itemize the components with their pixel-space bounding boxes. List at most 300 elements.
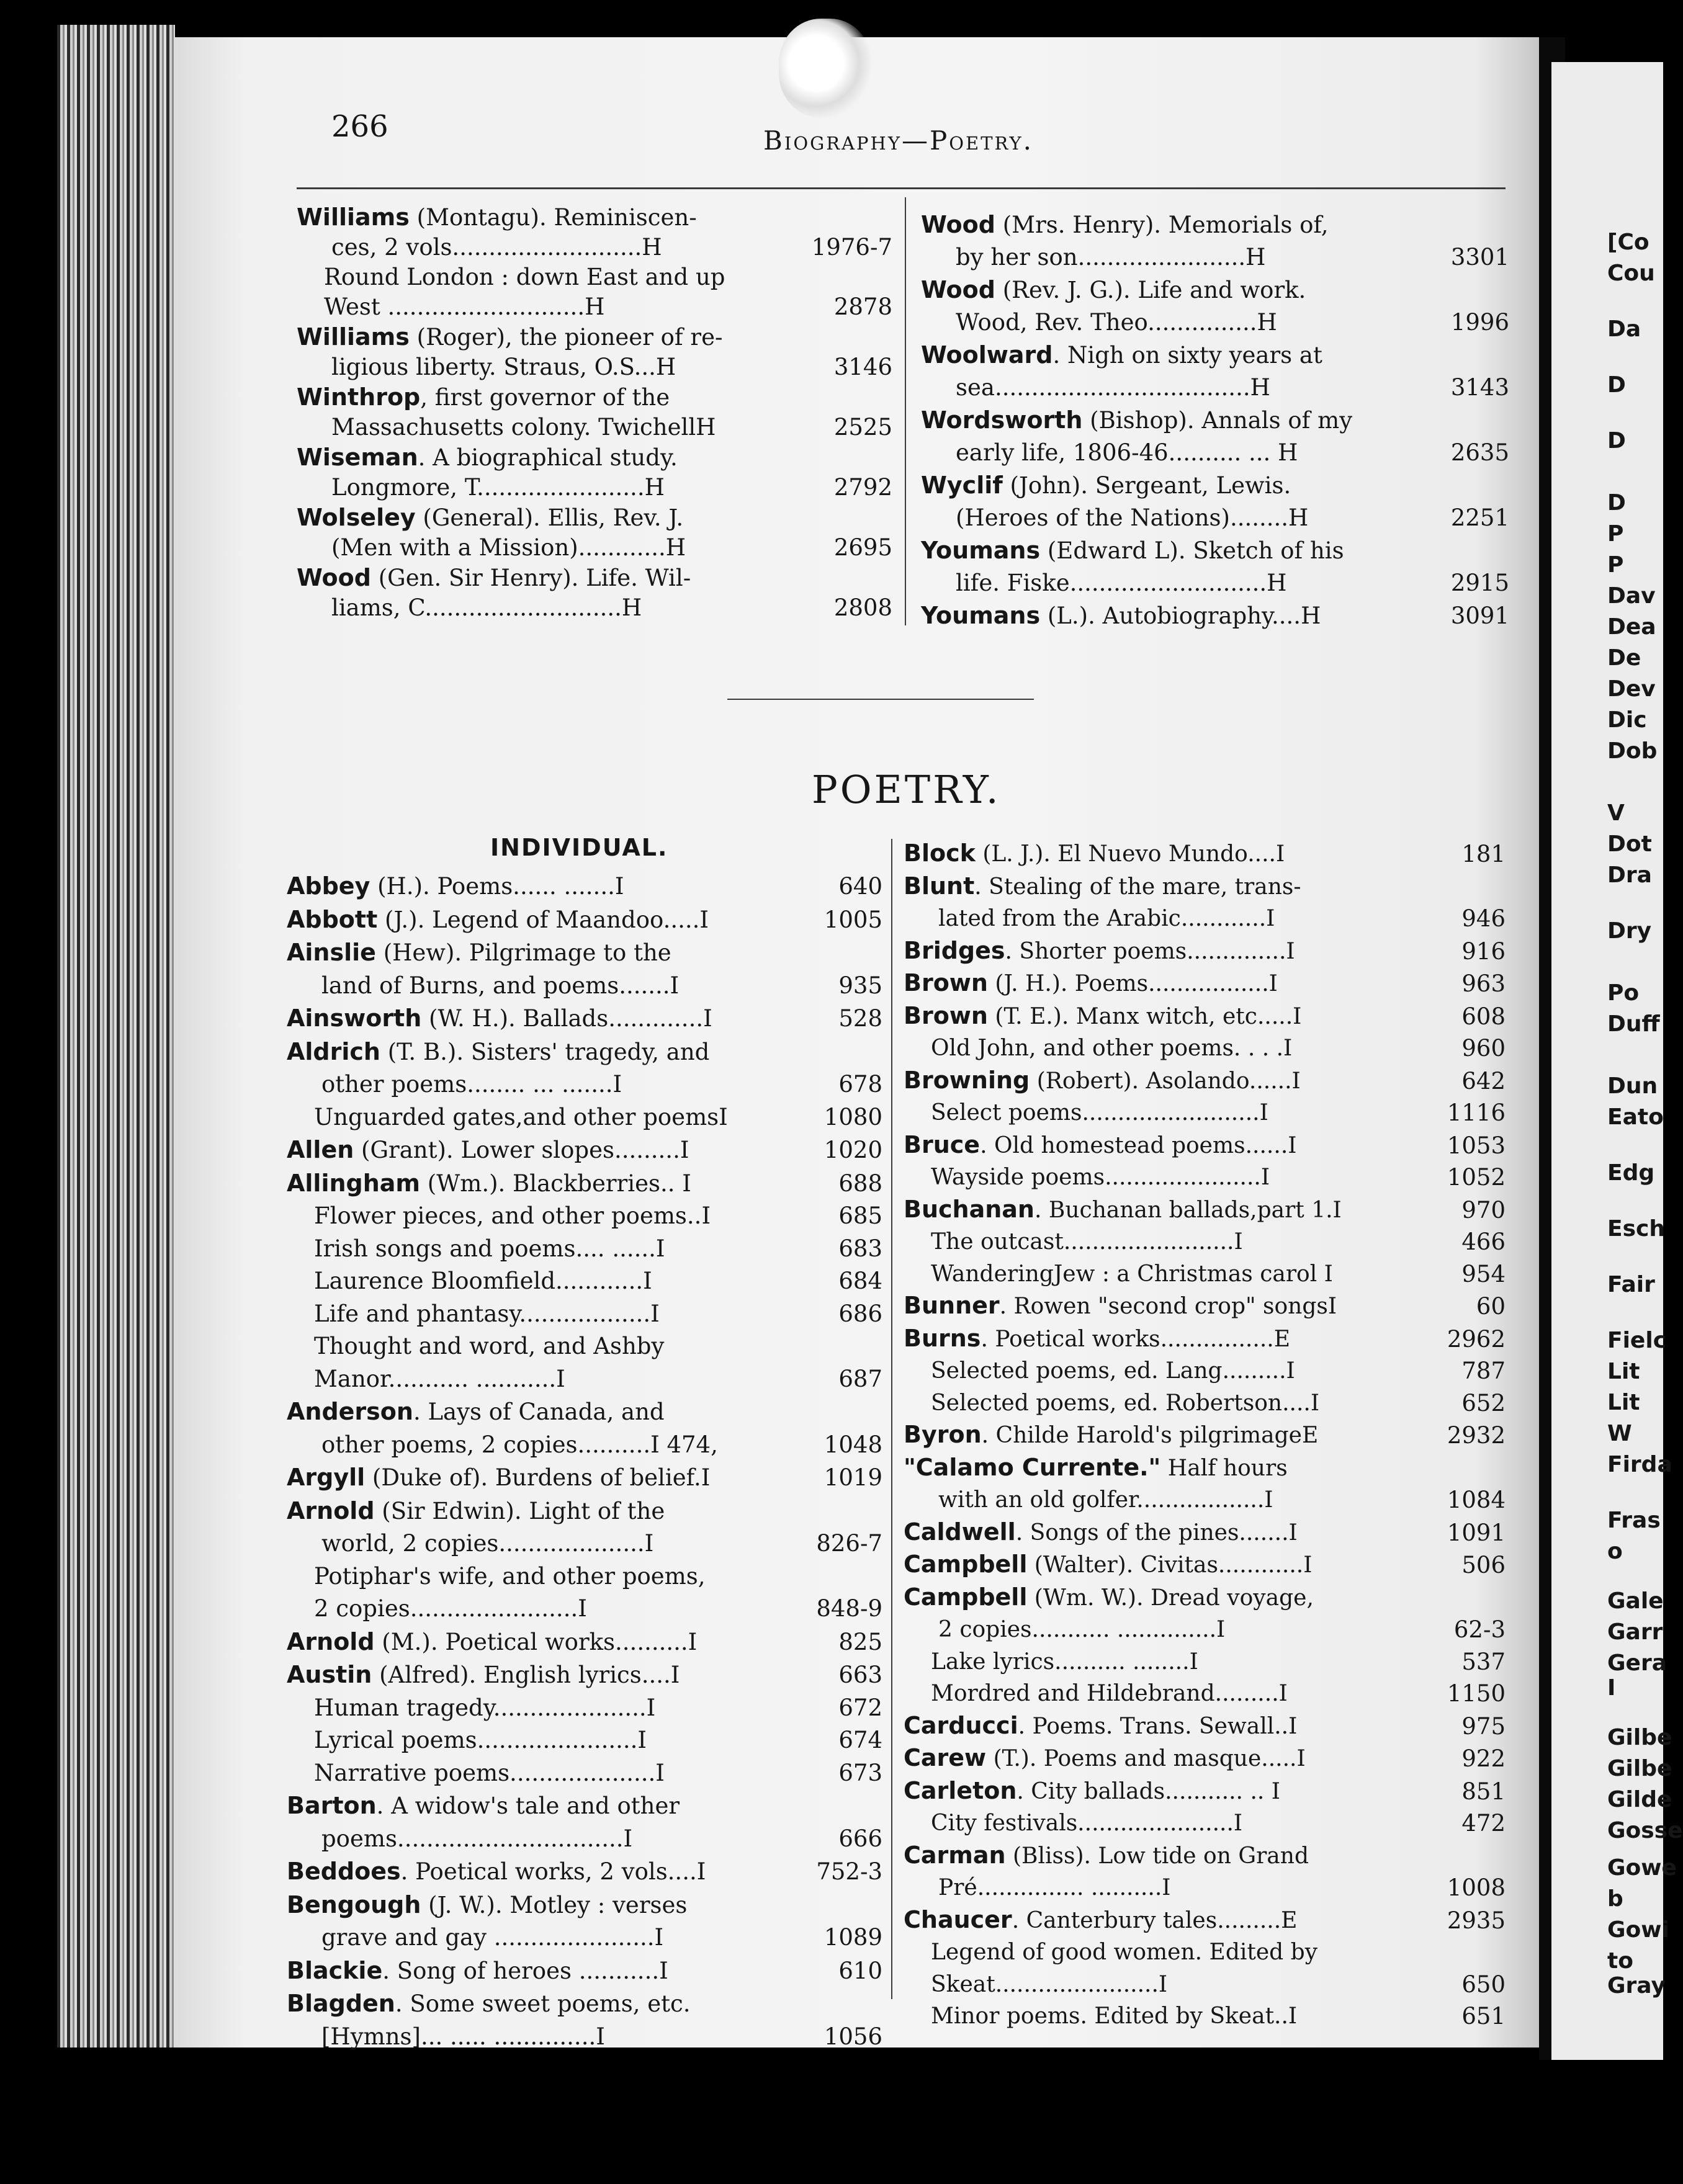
next-page-fragment: D [1607,428,1626,454]
index-entry [904,1904,1506,1937]
entry-heading: Abbey [287,872,370,900]
entry-line [297,563,793,593]
next-page-fragment: Gilde [1607,1787,1672,1812]
index-entry [287,1855,882,1889]
poetry-left-column [287,870,882,2053]
entry-text: (Alfred). English lyrics....I [372,1662,680,1688]
entry-text: (Wm.). Blackberries.. I [420,1170,691,1197]
index-entry [287,1101,882,1134]
entry-heading: Austin [287,1661,372,1688]
entry-text: Narrative poems....................I [314,1759,665,1786]
entry-text: . Stealing of the mare, trans- [974,874,1301,900]
entry-line [904,1452,1400,1485]
next-page-fragment: to [1607,1948,1633,1974]
entry-text: Potiphar's wife, and other poems, [314,1562,706,1590]
index-entry [904,1840,1506,1904]
entry-heading: Youmans [921,602,1041,629]
index-entry [904,870,1506,935]
index-entry [287,1036,882,1101]
entry-text: (Montagu). Reminiscen- [409,204,697,231]
next-page-fragment: Dun [1607,1073,1658,1099]
entry-text: (J. H.). Poems.................I [987,971,1278,996]
entry-text: (Walter). Civitas............I [1027,1552,1313,1578]
entry-line [904,1678,1427,1710]
entry-heading: Byron [904,1421,982,1448]
catalog-number: 642 [1461,1067,1506,1094]
index-entry [904,838,1506,870]
entry-line [287,1528,818,1560]
next-page-fragment: Dry [1607,918,1652,944]
entry-text: . A widow's tale and other [376,1792,680,1819]
catalog-number: 1116 [1447,1099,1506,1126]
catalog-number: 1080 [824,1103,882,1130]
entry-line [904,1582,1400,1614]
entry-text: . Lays of Canada, and [413,1399,665,1425]
catalog-number: 472 [1461,1810,1506,1837]
index-entry [904,2000,1506,2033]
entry-text: Longmore, T.......................H [331,474,665,501]
entry-line [287,1789,783,1823]
index-entry [904,1775,1506,1808]
catalog-number: 62-3 [1453,1616,1506,1643]
index-entry [904,1582,1506,1646]
catalog-number: 1048 [824,1431,882,1458]
entry-text: Life and phantasy..................I [314,1300,660,1327]
next-page-fragment: Fielc [1607,1328,1667,1353]
catalog-number: 1089 [824,1924,882,1951]
entry-text: Unguarded gates,and other poemsI [314,1103,728,1130]
entry-line [287,1461,783,1495]
entry-line [921,534,1411,567]
entry-text: . Old homestead poems......I [980,1132,1297,1158]
entry-text: (Wm. W.). Dread voyage, [1027,1585,1314,1611]
index-entry [297,503,892,563]
entry-heading: Bunner [904,1292,1000,1319]
entry-heading: Wood [297,564,371,591]
biography-right-column [921,208,1509,632]
entry-text: Laurence Bloomfield............I [314,1268,652,1294]
catalog-number: 651 [1461,2003,1506,2030]
entry-line [921,469,1411,502]
entry-heading: Williams [297,204,410,231]
entry-heading: Wiseman [297,444,418,471]
entry-text: (T. E.). Manx witch, etc.....I [987,1003,1302,1029]
catalog-number: 181 [1461,841,1506,867]
catalog-number: 652 [1461,1389,1506,1416]
next-page-fragment: P [1607,552,1624,578]
entry-heading: Block [904,839,976,867]
entry-line [287,970,818,1003]
entry-line [297,442,793,473]
index-entry [287,1987,882,2053]
index-entry [921,274,1509,339]
index-entry [287,1692,882,1725]
entry-line [287,1429,818,1462]
entry-line [904,1936,1427,1969]
entry-text: land of Burns, and poems.......I [321,972,680,999]
entry-line [921,372,1446,404]
entry-text: . Nigh on sixty years at [1052,342,1322,369]
entry-line [904,1840,1400,1873]
catalog-number: 922 [1461,1745,1506,1772]
index-entry [287,936,882,1002]
entry-line [287,1855,783,1889]
entry-line [904,967,1400,1000]
index-entry [904,1419,1506,1452]
poetry-right-column [904,838,1506,2033]
entry-text: (J. W.). Motley : verses [421,1891,688,1918]
entry-heading: Williams [297,323,410,351]
next-page-fragment: Dev [1607,676,1656,702]
entry-text: (Heroes of the Nations)........H [956,504,1309,531]
index-entry [904,1226,1506,1258]
entry-text: liams, C...........................H [331,594,642,621]
entry-text: The outcast........................I [931,1229,1243,1255]
entry-line [904,1194,1400,1227]
index-entry [921,534,1509,599]
entry-text: world, 2 copies....................I [321,1530,654,1557]
entry-text: (W. H.). Ballads.............I [421,1005,712,1032]
index-entry [904,1387,1506,1420]
entry-text: (L.). Autobiography....H [1040,602,1321,629]
entry-heading: Blunt [904,872,975,900]
entry-line [297,533,828,563]
entry-text: 2 copies.......................I [314,1595,587,1622]
entry-line [904,1775,1400,1808]
catalog-number: 2695 [833,534,892,561]
entry-text: lated from the Arabic............I [938,906,1275,931]
index-entry [904,1161,1506,1194]
next-page-fragment: Duff [1607,1011,1660,1037]
entry-heading: Bridges [904,936,1005,964]
entry-line [287,870,783,903]
entry-text: . Some sweet poems, etc. [395,1990,691,2017]
next-page-fragment: P [1607,521,1624,547]
entry-line [904,1614,1435,1646]
entry-heading: Wordsworth [921,406,1083,434]
entry-line [904,903,1435,935]
catalog-number: 678 [838,1071,882,1098]
entry-text: ces, 2 vols..........................H [331,234,662,261]
next-page-fragment: Gray [1607,1973,1666,1998]
entry-text: early life, 1806-46.......... ... H [956,439,1298,466]
entry-line [287,1987,783,2021]
entry-text: Skeat.......................I [931,1971,1168,1997]
next-page-fragment: Dra [1607,862,1652,888]
entry-text: . Rowen "second crop" songsI [999,1294,1337,1319]
next-page-fragment: Gilbe [1607,1756,1672,1781]
index-entry [921,208,1509,274]
entry-line [287,1626,783,1659]
next-page-fragment: Gowi [1607,1917,1669,1943]
entry-line [921,502,1446,534]
index-entry [904,1936,1506,2000]
entry-line [904,1807,1427,1840]
index-entry [287,1330,882,1395]
catalog-number: 3146 [833,354,892,380]
entry-line [904,1097,1427,1129]
next-page-fragment: Firda [1607,1452,1672,1477]
entry-line [297,593,828,623]
entry-line [921,208,1411,241]
index-entry [904,1097,1506,1129]
entry-text: Legend of good women. Edited by [931,1940,1318,1965]
entry-heading: Wood [921,276,995,303]
catalog-number: 684 [838,1268,882,1294]
entry-heading: Chaucer [904,1905,1012,1933]
catalog-number: 60 [1476,1293,1506,1320]
entry-heading: Bengough [287,1891,421,1918]
entry-line [904,1387,1427,1420]
entry-heading: Barton [287,1792,377,1819]
entry-line [297,233,828,262]
entry-line [904,2000,1427,2033]
entry-line [904,1710,1400,1743]
entry-heading: Burns [904,1324,981,1352]
catalog-number: 666 [838,1825,882,1852]
catalog-number: 687 [838,1365,882,1392]
entry-heading: Wolseley [297,504,416,531]
entry-text: (Sir Edwin). Light of the [374,1497,665,1524]
entry-line [904,935,1400,968]
entry-line [297,292,820,322]
next-page-fragment: I [1607,1675,1616,1701]
index-entry [287,1658,882,1692]
next-page-fragment: Lit [1607,1390,1640,1415]
entry-text: Irish songs and poems.... ......I [314,1235,665,1262]
entry-text: (General). Ellis, Rev. J. [415,504,684,531]
next-page-fragment: b [1607,1886,1623,1912]
entry-line [297,503,793,533]
next-page-fragment: Garr [1607,1619,1663,1645]
entry-line [297,382,793,413]
index-entry [904,1323,1506,1356]
entry-text: grave and gay ......................I [321,1924,664,1951]
entry-text: Mordred and Hildebrand.........I [931,1681,1288,1706]
entry-line [287,1134,783,1167]
entry-line [921,437,1446,469]
entry-text: (Roger), the pioneer of re- [409,324,723,351]
next-page-fragment: Esch [1607,1216,1665,1242]
next-page-fragment: Gowe [1607,1855,1677,1881]
index-entry [287,1265,882,1298]
entry-line [287,1330,810,1363]
catalog-number: 1150 [1447,1680,1506,1707]
entry-text: . Buchanan ballads,part 1.I [1034,1197,1342,1223]
next-page-fragment: Gosse [1607,1818,1683,1843]
catalog-number: 1996 [1450,309,1509,336]
entry-line [287,1495,783,1528]
catalog-number: 935 [838,972,882,999]
entry-line [287,2021,818,2054]
entry-heading: Allingham [287,1169,421,1197]
index-entry [904,935,1506,968]
next-page-fragment: De [1607,645,1641,671]
catalog-number: 963 [1461,970,1506,997]
entry-heading: Arnold [287,1627,375,1655]
index-entry [904,1742,1506,1775]
entry-line [297,262,820,292]
entry-text: (H.). Poems...... .......I [370,873,624,900]
catalog-number: 685 [838,1202,882,1229]
entry-line [904,1742,1400,1775]
entry-line [904,1872,1435,1904]
index-entry [904,1807,1506,1840]
entry-line [287,1395,783,1429]
index-entry [904,1678,1506,1710]
entry-heading: Blackie [287,1956,383,1984]
index-entry [904,1710,1506,1743]
catalog-number: 674 [838,1727,882,1753]
catalog-number: 2932 [1447,1422,1506,1449]
index-entry [297,262,892,322]
entry-text: , first governor of the [420,384,670,411]
entry-line [287,1363,810,1396]
entry-heading: Campbell [904,1583,1028,1611]
entry-heading: Aldrich [287,1037,380,1065]
entry-heading: Winthrop [297,383,421,411]
entry-line [904,1290,1400,1323]
entry-text: Selected poems, ed. Robertson....I [931,1390,1320,1416]
index-entry [287,1298,882,1331]
entry-heading: Abbott [287,905,378,933]
catalog-number: 1019 [824,1464,882,1491]
entry-line [287,1068,818,1101]
entry-text: West ...........................H [324,293,605,320]
catalog-number: 528 [838,1005,882,1032]
entry-line [904,1646,1427,1678]
index-entry [921,469,1509,534]
entry-line [904,1129,1400,1162]
entry-line [904,1161,1427,1194]
entry-line [287,1167,783,1201]
entry-line [287,1233,810,1266]
entry-heading: Argyll [287,1464,366,1491]
next-page-fragment: Po [1607,980,1640,1006]
entry-heading: Wood [921,211,995,238]
catalog-number: 466 [1461,1228,1506,1255]
column-divider [891,839,892,1999]
index-entry [287,903,882,937]
page-number: 266 [331,109,388,144]
next-page-fragment: Cou [1607,261,1655,286]
index-entry [287,1167,882,1201]
entry-line [287,1036,783,1069]
index-entry [287,1724,882,1757]
entry-text: (Grant). Lower slopes.........I [354,1137,689,1163]
entry-line [287,1101,810,1134]
entry-text: . Poetical works................E [981,1326,1290,1352]
catalog-number: 1053 [1447,1132,1506,1159]
catalog-number: 663 [838,1662,882,1688]
catalog-number: 2525 [833,414,892,441]
entry-text: 2 copies........... ..............I [938,1617,1226,1642]
entry-line [287,1889,783,1922]
entry-text: Half hours [1160,1455,1288,1481]
entry-text: with an old golfer..................I [938,1487,1273,1513]
entry-heading: Arnold [287,1497,375,1524]
catalog-number: 650 [1461,1971,1506,1998]
entry-line [287,1560,810,1593]
entry-line [904,1969,1427,2001]
entry-line [921,307,1446,339]
catalog-number: 672 [838,1694,882,1721]
index-entry [297,563,892,623]
entry-text: Manor........... ...........I [314,1365,565,1392]
index-entry [297,202,892,262]
index-entry [904,1452,1506,1516]
entry-line [297,352,828,382]
entry-line [287,1724,810,1757]
subsection-title: INDIVIDUAL. [490,834,668,861]
entry-line [921,339,1411,372]
catalog-number: 610 [838,1957,882,1984]
biography-left-column [297,202,892,623]
entry-heading: Brown [904,969,988,996]
entry-text: (Bishop). Annals of my [1082,407,1353,434]
page-edges [57,25,175,2048]
catalog-number: 975 [1461,1712,1506,1740]
entry-text: (John). Sergeant, Lewis. [1002,472,1291,499]
entry-text: . A biographical study. [418,444,678,471]
entry-text: . Songs of the pines.......I [1015,1519,1298,1546]
entry-text: (Robert). Asolando......I [1030,1068,1301,1094]
next-page-fragment: D [1607,372,1626,398]
entry-line [287,1922,818,1954]
catalog-number: 608 [1461,1003,1506,1030]
entry-text: Human tragedy.....................I [314,1694,656,1721]
entry-text: WanderingJew : a Christmas carol I [931,1261,1333,1287]
entry-line [287,903,783,937]
entry-heading: Carew [904,1744,987,1771]
catalog-number: 673 [838,1759,882,1786]
next-page-fragment: Dot [1607,831,1652,857]
next-page-fragment: Fras [1607,1508,1661,1533]
entry-text: Pré............... ..........I [938,1875,1171,1900]
entry-text: other poems........ ... .......I [321,1071,622,1098]
next-page-fragment: Dob [1607,738,1658,764]
entry-text: (Gen. Sir Henry). Life. Wil- [370,565,691,591]
entry-line [921,599,1411,632]
index-entry [287,1233,882,1266]
next-page-fragment: Edg [1607,1160,1655,1186]
entry-text: (T.). Poems and masque.....I [986,1746,1306,1771]
entry-heading: Wyclif [921,472,1003,499]
entry-line [921,567,1446,599]
catalog-number: 2635 [1450,439,1509,466]
entry-line [904,1549,1400,1582]
catalog-number: 3301 [1450,244,1509,271]
catalog-number: 688 [838,1170,882,1197]
paper-stain [779,19,872,118]
entry-heading: Carman [904,1841,1006,1869]
catalog-number: 2251 [1450,504,1509,531]
index-entry [904,1032,1506,1065]
entry-text: (Men with a Mission)............H [331,534,686,561]
entry-text: (T. B.). Sisters' tragedy, and [380,1038,710,1065]
entry-text: (Hew). Pilgrimage to the [375,939,671,966]
entry-text: . Song of heroes ...........I [382,1957,668,1984]
catalog-number: 787 [1461,1358,1506,1384]
entry-text: by her son.......................H [956,244,1266,271]
index-entry [287,1889,882,1954]
index-entry [904,1065,1506,1098]
index-entry [297,322,892,382]
entry-heading: Woolward [921,341,1053,369]
entry-text: (Bliss). Low tide on Grand [1005,1843,1309,1869]
catalog-number: 2792 [833,474,892,501]
entry-line [904,1323,1400,1356]
